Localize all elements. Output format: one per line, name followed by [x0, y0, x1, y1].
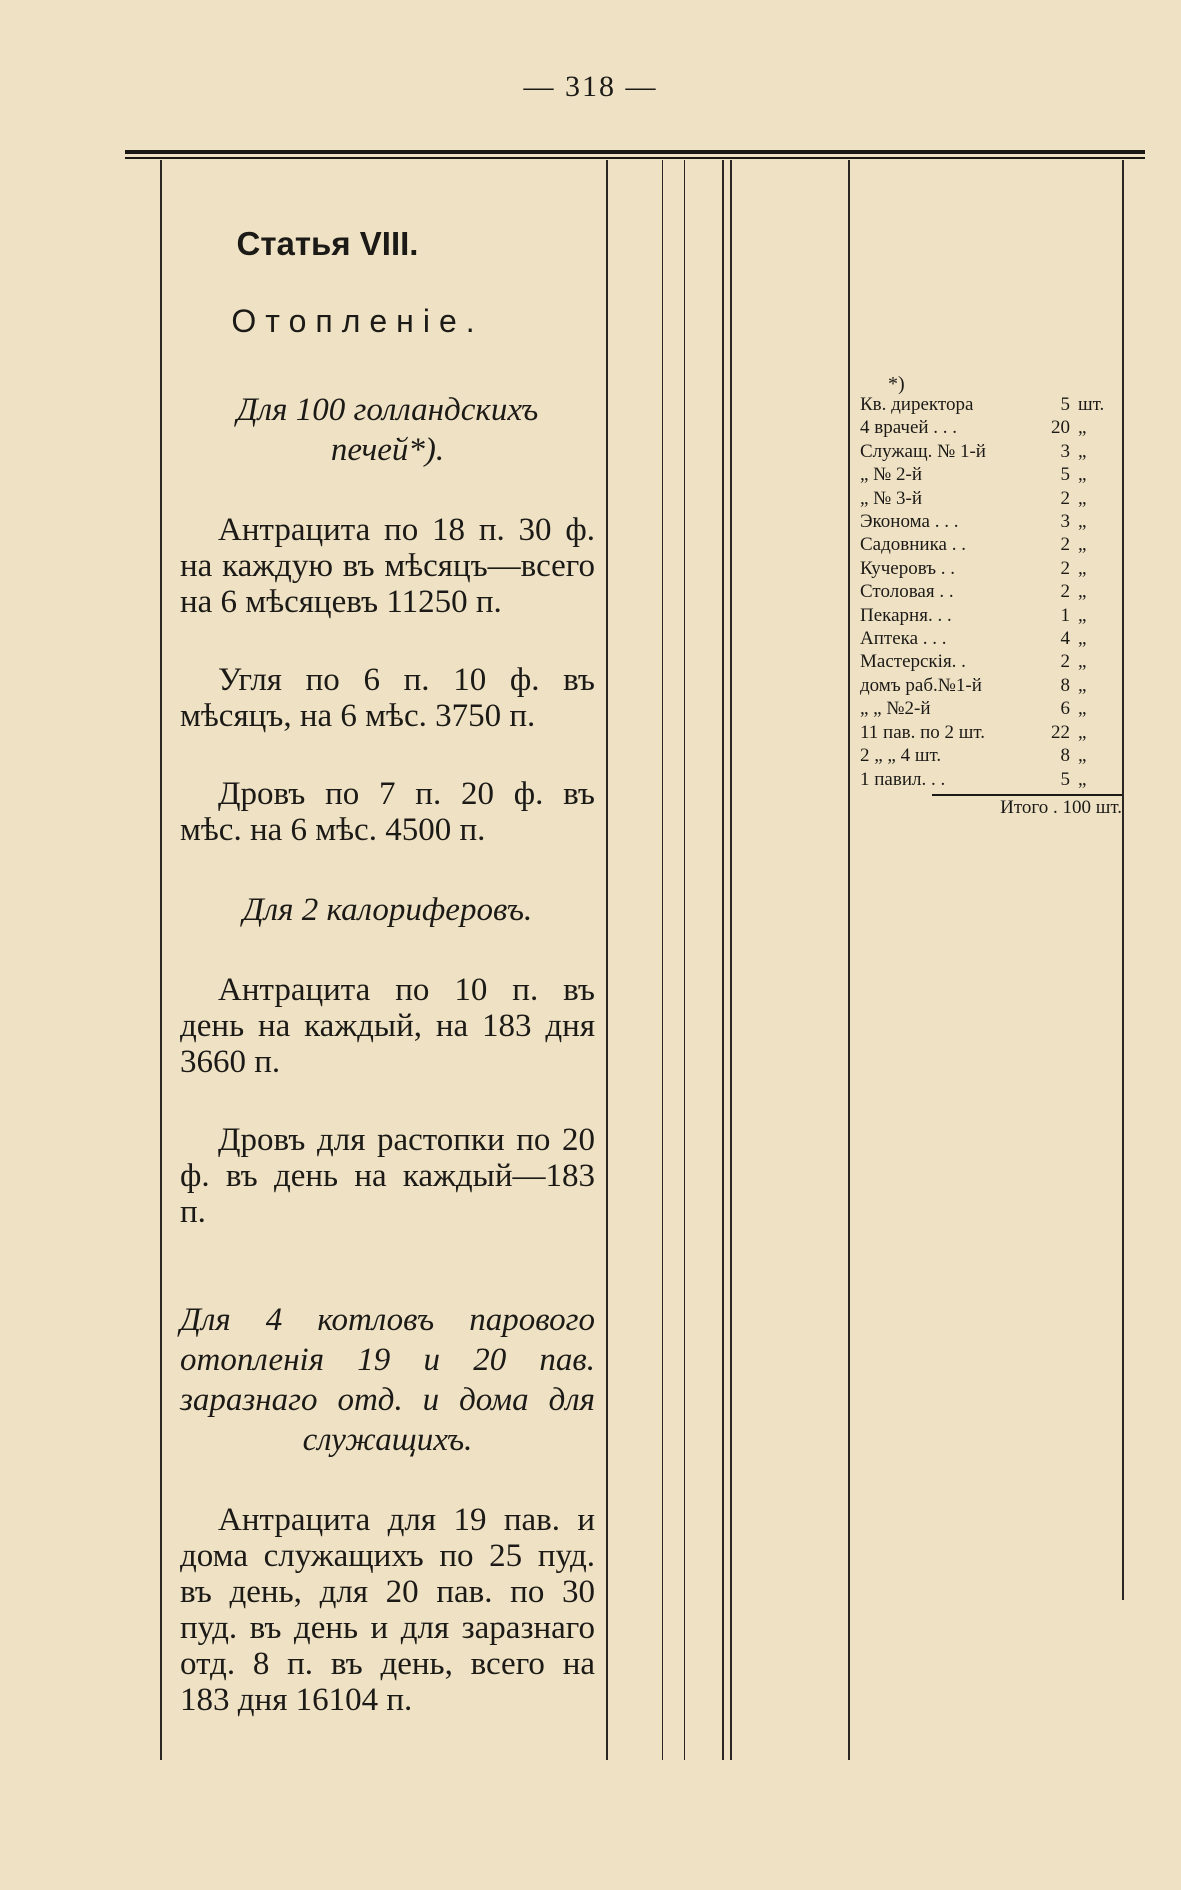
footnote-label: Аптека . . .: [860, 628, 947, 650]
footnote-unit: „: [1078, 628, 1087, 650]
footnote-row: [860, 744, 1122, 767]
footnote-row: [860, 487, 1122, 510]
footnote-value: 6: [1060, 698, 1070, 720]
footnote-label: Кучеровъ . .: [860, 557, 956, 579]
footnote-value: 5: [1060, 394, 1070, 415]
footnote-row: [860, 510, 1122, 533]
footnote-row: [860, 697, 1122, 720]
footnote-row: [860, 650, 1122, 673]
footnote-label: домъ раб.№1-й: [860, 674, 982, 696]
footnote-value: 8: [1060, 745, 1070, 767]
footnote-value: 8: [1060, 674, 1070, 696]
footnote-label: „ „ №2-й: [860, 698, 931, 720]
footnote-value: 2: [1060, 651, 1070, 673]
footnote-label: 11 пав. по 2 шт.: [860, 721, 986, 743]
footnote-row: [860, 674, 1122, 697]
footnote-label: 2 „ „ 4 шт.: [860, 745, 942, 767]
footnote-label: Столовая . .: [860, 581, 954, 603]
footnote-unit: „: [1078, 674, 1087, 696]
footnote-value: 2: [1060, 487, 1070, 509]
page-number: — 318 —: [523, 70, 658, 103]
footnote-label: Садовника . .: [860, 534, 966, 556]
paragraph: Антрацита по 18 п. 30 ф. на каждую въ мѣсяцъ—всего на 6 мѣсяцевъ 11250 п.: [180, 512, 595, 620]
paragraph: Антрацита для 19 пав. и дома служащихъ по 25 пуд. въ день, для 20 пав. по 30 пуд. въ день и для заразнаго отд. 8 п. въ день, всего на 183 дня 16104 п.: [180, 1502, 595, 1718]
column-line: [662, 160, 663, 1760]
footnote-row: [860, 580, 1122, 603]
footnote-value: 5: [1060, 464, 1070, 486]
footnote-value: 4: [1060, 628, 1070, 650]
footnote-label: Мастерскія. .: [860, 651, 966, 673]
article-title: Статья VIII.: [236, 225, 419, 262]
column-line: [848, 160, 850, 1760]
footnote-value: 22: [1051, 721, 1070, 743]
footnote-value: 2: [1060, 557, 1070, 579]
section-heading: Для 100 голландскихъ печей*).: [236, 392, 539, 468]
footnote-row: [860, 463, 1122, 486]
footnote-label: Кв. директора: [860, 394, 974, 415]
top-rule: [125, 150, 1145, 154]
footnote-row: [860, 604, 1122, 627]
footnote-value: 5: [1060, 768, 1070, 790]
footnote-unit: „: [1078, 721, 1087, 743]
footnote-row: [860, 768, 1122, 791]
footnote-table: [860, 375, 1122, 819]
footnote-unit: „: [1078, 440, 1087, 462]
column-line: [606, 160, 608, 1760]
footnote-row: [860, 627, 1122, 650]
footnote-marker: *): [888, 373, 905, 395]
footnote-value: 1: [1060, 604, 1070, 626]
footnote-unit: „: [1078, 651, 1087, 673]
footnote-row: [860, 416, 1122, 439]
paragraph: Антрацита по 10 п. въ день на каждый, на 183 дня 3660 п.: [180, 972, 595, 1080]
footnote-row: [860, 393, 1122, 416]
footnote-total: Итого . 100 шт.: [1000, 796, 1122, 818]
footnote-value: 3: [1060, 440, 1070, 462]
footnote-row: [860, 721, 1122, 744]
footnote-unit: „: [1078, 557, 1087, 579]
footnote-value: 3: [1060, 511, 1070, 533]
footnote-label: Эконома . . .: [860, 511, 959, 533]
footnote-unit: „: [1078, 581, 1087, 603]
column-line: [684, 160, 685, 1760]
footnote-unit: „: [1078, 604, 1087, 626]
footnote-value: 2: [1060, 534, 1070, 556]
footnote-label: 4 врачей . . .: [860, 417, 958, 439]
footnote-unit: „: [1078, 464, 1087, 486]
paragraph: Дровъ для растопки по 20 ф. въ день на каждый—183 п.: [180, 1122, 595, 1230]
article-column: [180, 225, 595, 1760]
footnote-unit: шт.: [1078, 394, 1105, 415]
column-line: [160, 160, 162, 1760]
footnote-unit: „: [1078, 768, 1087, 790]
paragraph: Угля по 6 п. 10 ф. въ мѣсяцъ, на 6 мѣс. 3750 п.: [180, 662, 595, 734]
paragraph: Дровъ по 7 п. 20 ф. въ мѣс. на 6 мѣс. 4500 п.: [180, 776, 595, 848]
footnote-unit: „: [1078, 745, 1087, 767]
footnote-row: [860, 440, 1122, 463]
footnote-value: 2: [1060, 581, 1070, 603]
footnote-label: 1 павил. . .: [860, 768, 946, 790]
footnote-unit: „: [1078, 698, 1087, 720]
section-heading: Для 4 котловъ парового отопленія 19 и 20 пав. заразнаго отд. и дома для служащихъ.: [180, 1302, 595, 1458]
footnote-value: 20: [1051, 417, 1070, 439]
footnote-unit: „: [1078, 511, 1087, 533]
column-line: [1122, 160, 1124, 1600]
footnote-rows: [860, 393, 1122, 791]
footnote-row: [860, 533, 1122, 556]
footnote-unit: „: [1078, 534, 1087, 556]
footnote-label: Служащ. № 1-й: [860, 440, 986, 462]
column-line: [730, 160, 732, 1760]
top-rule-thin: [125, 157, 1145, 159]
footnote-row: [860, 557, 1122, 580]
footnote-label: „ № 2-й: [860, 464, 923, 486]
column-line: [722, 160, 724, 1760]
footnote-unit: „: [1078, 487, 1087, 509]
article-subtitle: Отопленіе.: [231, 303, 484, 339]
footnote-label: Пекарня. . .: [860, 604, 952, 626]
footnote-unit: „: [1078, 417, 1087, 439]
footnote-label: „ № 3-й: [860, 487, 923, 509]
section-heading: Для 2 калориферовъ.: [242, 892, 533, 928]
